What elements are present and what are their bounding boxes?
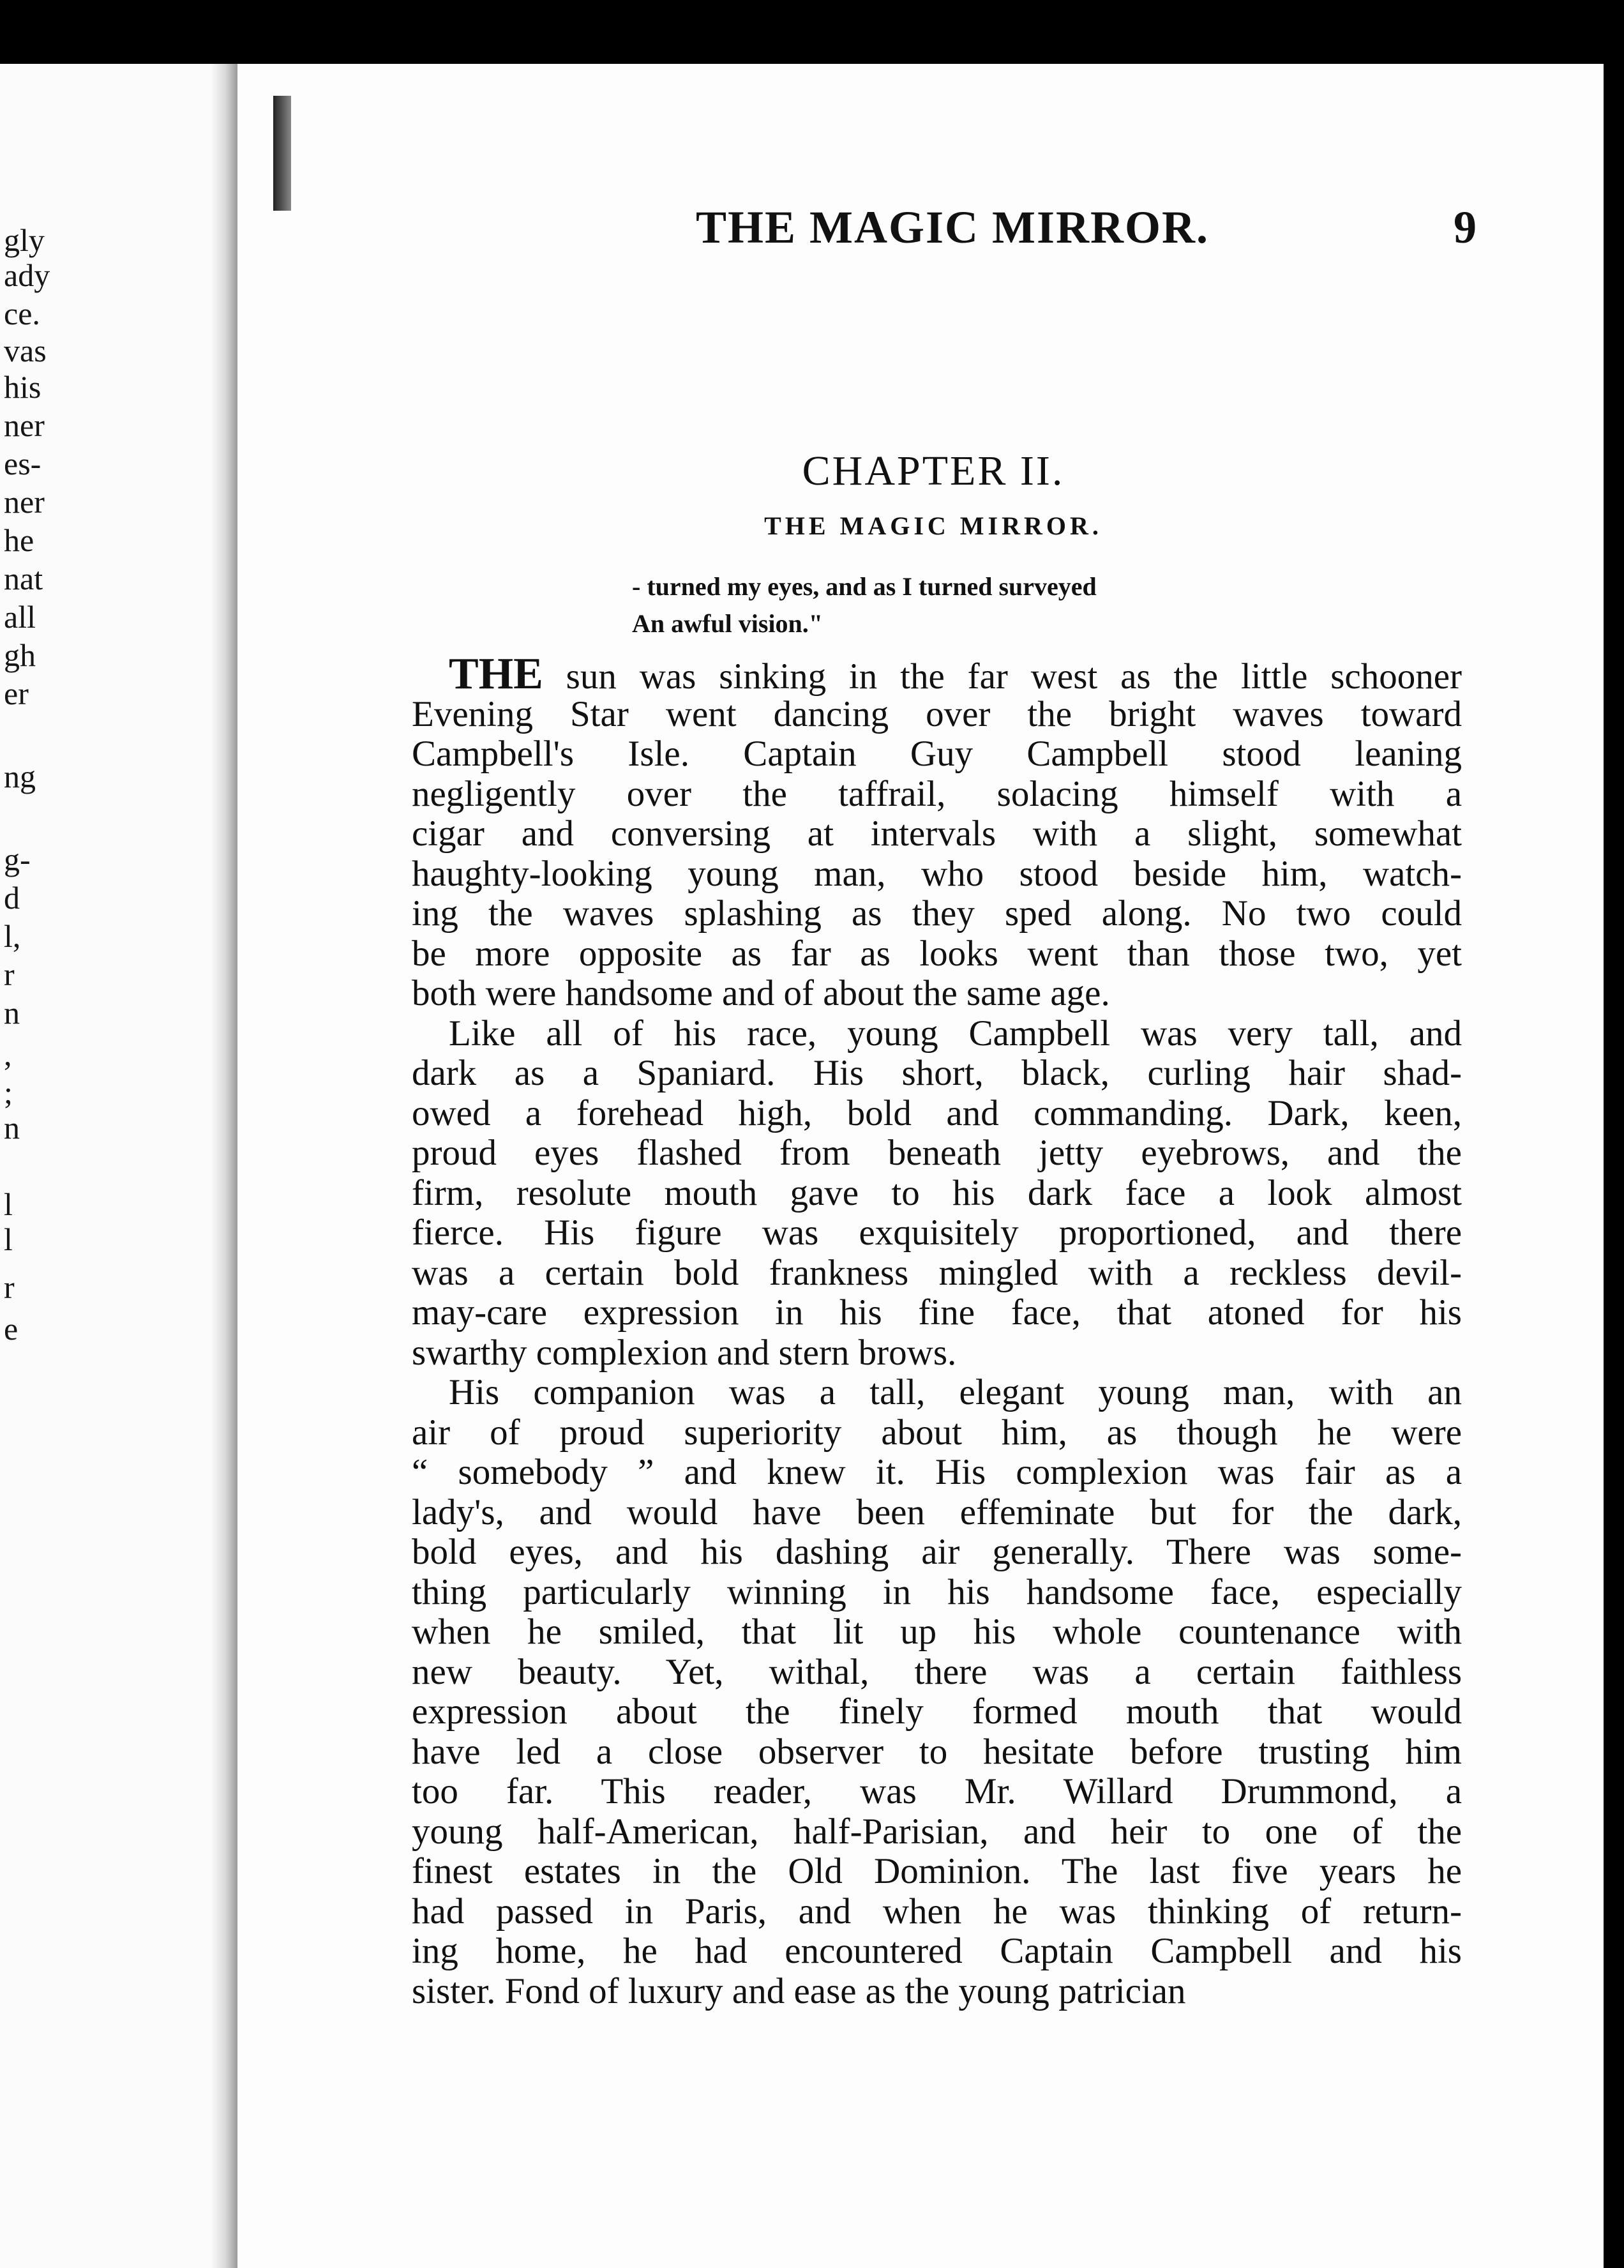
body-line: negligently over the taffrail, solacing himself with a: [412, 773, 1462, 814]
left-page-fragment: ;: [4, 1075, 13, 1110]
gutter-shadow: [211, 64, 237, 2268]
body-line: fierce. His figure was exquisitely proportioned, and there: [412, 1213, 1462, 1253]
body-line: owed a forehead high, bold and commanding. Dark, keen,: [412, 1092, 1462, 1133]
spine-mark: [273, 96, 291, 211]
left-page-fragment: ner: [4, 407, 45, 443]
body-line: young half-American, half-Parisian, and heir to one of the: [412, 1811, 1462, 1852]
body-line: firm, resolute mouth gave to his dark face a look almost: [412, 1172, 1462, 1213]
body-line: too far. This reader, was Mr. Willard Drummond, a: [412, 1771, 1462, 1811]
body-line: haughty-looking young man, who stood beside him, watch-: [412, 853, 1462, 894]
left-page-fragment: gh: [4, 637, 36, 673]
body-line: “ somebody ” and knew it. His complexion was fair as a: [412, 1452, 1462, 1492]
scan-border: [1604, 64, 1624, 2268]
body-line: lady's, and would have been effeminate but for the dark,: [412, 1492, 1462, 1532]
left-page-edge: [0, 64, 237, 2268]
body-line: have led a close observer to hesitate before trusting him: [412, 1731, 1462, 1772]
body-line: ing home, he had encountered Captain Campbell and his: [412, 1931, 1462, 1971]
epigraph-line: - turned my eyes, and as I turned surveyed: [632, 572, 1097, 601]
epigraph: [632, 568, 1097, 642]
body-line: dark as a Spaniard. His short, black, curling hair shad-: [412, 1053, 1462, 1093]
body-line: bold eyes, and his dashing air generally. There was some-: [412, 1532, 1462, 1572]
body-line: Evening Star went dancing over the bright waves toward: [412, 693, 1462, 734]
left-page-fragment: es-: [4, 446, 41, 481]
running-header: [696, 201, 1478, 252]
left-page-fragment: ng: [4, 759, 36, 794]
body-line: Campbell's Isle. Captain Guy Campbell stood leaning: [412, 734, 1462, 774]
left-page-fragment: l: [4, 1186, 13, 1222]
body-line: [412, 649, 1462, 699]
body-line: when he smiled, that lit up his whole countenance with: [412, 1612, 1462, 1652]
chapter-title: CHAPTER II.: [802, 448, 1065, 494]
body-line: be more opposite as far as looks went than those two, yet: [412, 933, 1462, 974]
page-number: 9: [1454, 202, 1478, 253]
left-page-fragment: er: [4, 676, 29, 711]
body-line: may-care expression in his fine face, that atoned for his: [412, 1292, 1462, 1333]
body-line: thing particularly winning in his handsome face, especially: [412, 1571, 1462, 1612]
body-line: Like all of his race, young Campbell was very tall, and: [449, 1013, 1462, 1054]
left-page-fragment: ,: [4, 1036, 12, 1072]
left-page-fragment: r: [4, 956, 15, 992]
body-line: His companion was a tall, elegant young man, with an: [449, 1372, 1462, 1412]
body-line: sister. Fond of luxury and ease as the young patrician: [412, 1970, 1186, 2011]
left-page-fragment: r: [4, 1269, 15, 1305]
left-page-fragment: l,: [4, 918, 21, 954]
body-line: was a certain bold frankness mingled with a reckless devil-: [412, 1252, 1462, 1293]
body-line: finest estates in the Old Dominion. The last five years he: [412, 1851, 1462, 1891]
left-page-fragment: d: [4, 880, 20, 916]
left-page-fragment: gly: [4, 222, 45, 258]
body-line: ing the waves splashing as they sped along. No two could: [412, 893, 1462, 934]
left-page-fragment: ce.: [4, 296, 40, 331]
left-page-fragment: ner: [4, 484, 45, 520]
body-text: [412, 649, 1462, 2011]
body-line: new beauty. Yet, withal, there was a certain faithless: [412, 1651, 1462, 1692]
left-page-fragment: ady: [4, 257, 50, 293]
chapter-subtitle: THE MAGIC MIRROR.: [764, 511, 1102, 540]
body-line-text: sun was sinking in the far west as the little schooner: [543, 656, 1462, 697]
initial-word: THE: [449, 649, 543, 699]
body-line: swarthy complexion and stern brows.: [412, 1332, 957, 1373]
body-line: had passed in Paris, and when he was thinking of return-: [412, 1891, 1462, 1932]
left-page-fragment: n: [4, 1110, 20, 1145]
left-page-fragment: nat: [4, 561, 43, 596]
left-page-fragment: e: [4, 1311, 19, 1347]
left-page-fragment: all: [4, 599, 36, 635]
left-page-fragment: n: [4, 995, 20, 1031]
left-page-fragment: he: [4, 522, 34, 558]
left-page-fragment: g-: [4, 842, 31, 877]
left-page-fragment: vas: [4, 333, 47, 368]
body-line: expression about the finely formed mouth that would: [412, 1691, 1462, 1732]
left-page-fragment: his: [4, 369, 41, 405]
body-line: proud eyes flashed from beneath jetty eyebrows, and the: [412, 1133, 1462, 1173]
body-line: both were handsome and of about the same age.: [412, 973, 1110, 1013]
body-line: air of proud superiority about him, as though he were: [412, 1412, 1462, 1453]
body-line: cigar and conversing at intervals with a slight, somewhat: [412, 813, 1462, 854]
epigraph-line: An awful vision.": [632, 609, 823, 638]
left-page-fragment: l: [4, 1221, 13, 1257]
running-title: THE MAGIC MIRROR.: [696, 202, 1209, 253]
